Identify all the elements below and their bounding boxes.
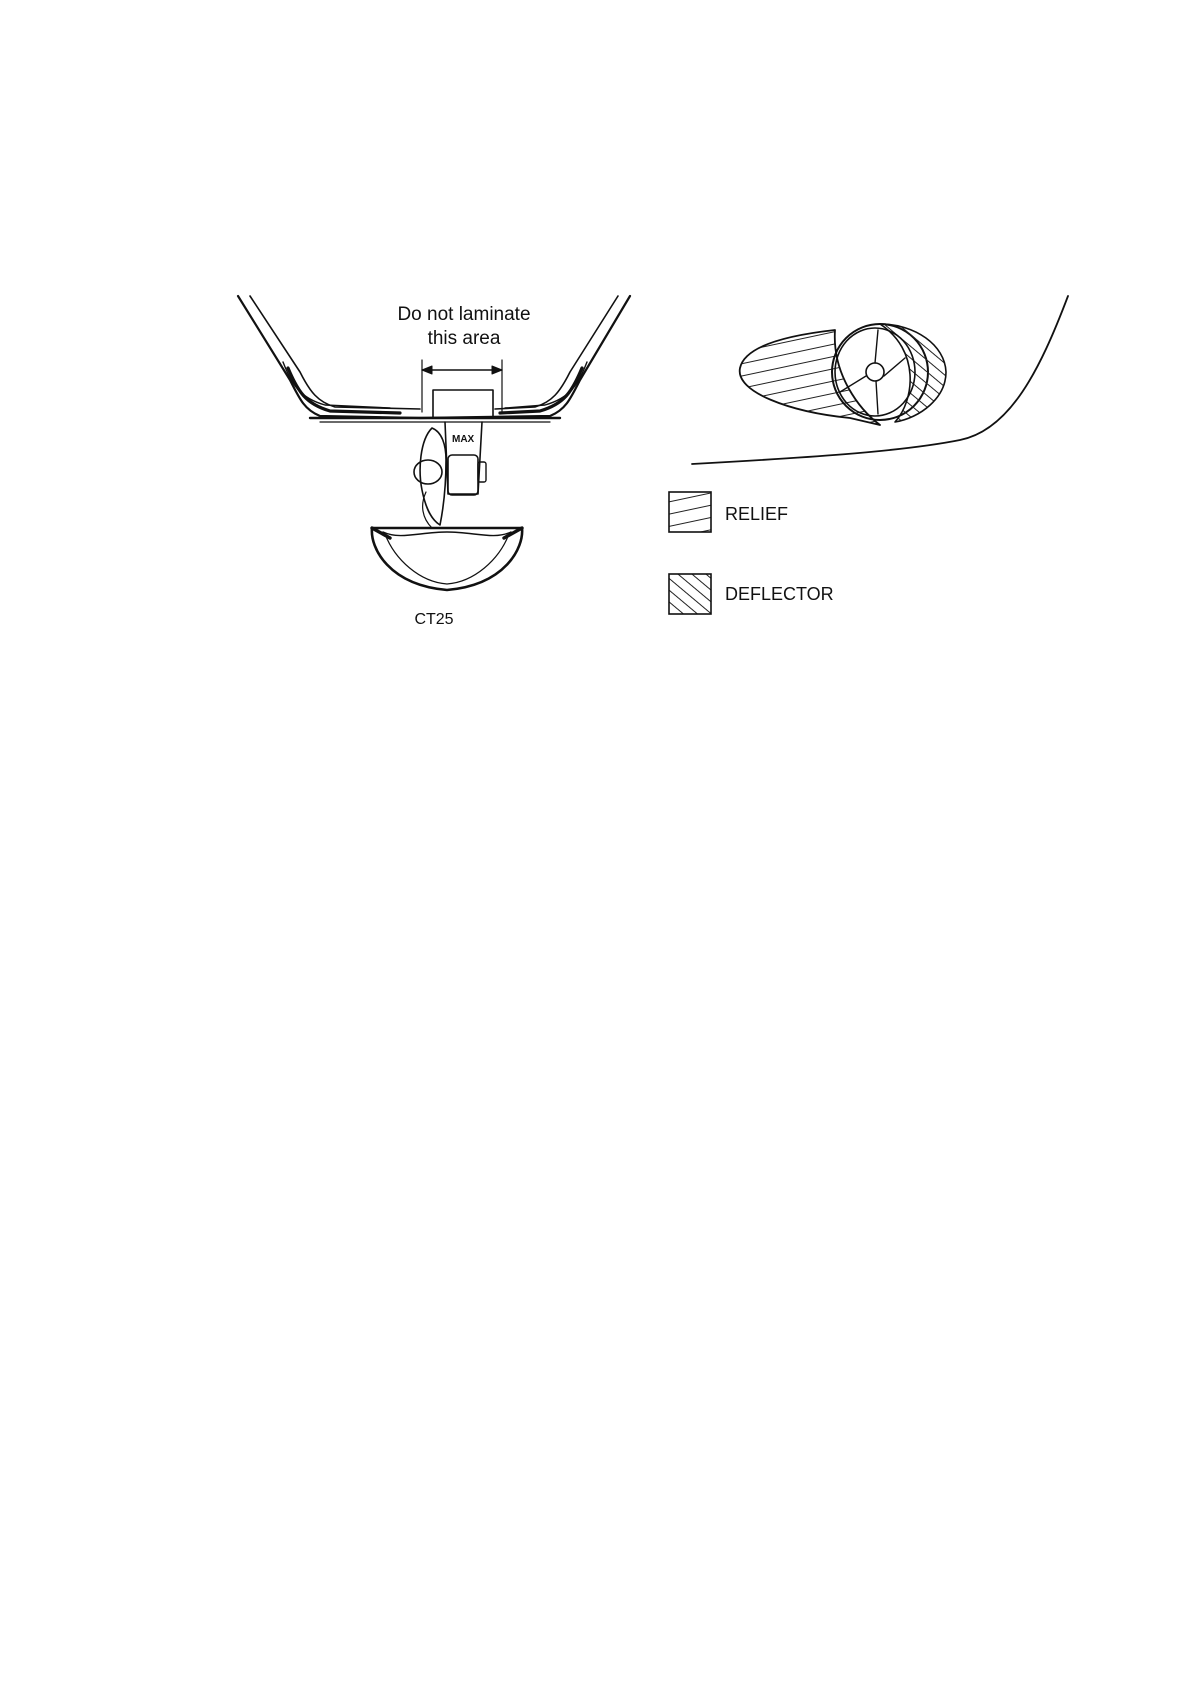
legend xyxy=(669,492,834,614)
thruster-leg xyxy=(445,422,482,494)
hull-left-wall xyxy=(238,296,420,418)
relief-swatch xyxy=(669,492,711,532)
tunnel-bowl xyxy=(372,528,522,590)
thruster-motor xyxy=(448,455,478,495)
annotation-line2: this area xyxy=(427,328,501,349)
deflector-area xyxy=(880,324,946,422)
tunnel-hub xyxy=(866,363,884,381)
annotation-line1: Do not laminate xyxy=(397,304,531,325)
propeller xyxy=(420,428,446,525)
legend-label-deflector: DEFLECTOR xyxy=(725,584,834,604)
brand-mark: MAX xyxy=(452,434,475,445)
legend-item-deflector xyxy=(669,574,834,614)
legend-item-relief xyxy=(669,492,788,532)
motor-mount-bracket xyxy=(433,390,493,418)
hull-side-figure xyxy=(692,296,1068,464)
deflector-swatch xyxy=(669,574,711,614)
figure-caption: CT25 xyxy=(414,611,454,628)
legend-label-relief: RELIEF xyxy=(725,504,789,524)
hull-left-wall-inner xyxy=(250,296,420,409)
relief-area xyxy=(740,330,880,425)
laminate-fillet-right xyxy=(500,368,582,413)
